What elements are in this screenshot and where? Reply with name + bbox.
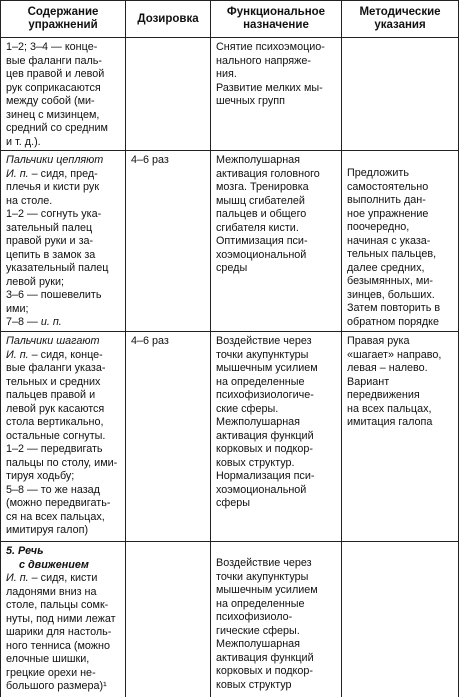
exercise-description: 1–2; 3–4 — конце- вые фаланги паль- цев правой и левой рук соприкасаются между собой (ми- зинец с мизинцем, средний со средним и т. д.). — [6, 41, 108, 148]
header-notes — [342, 0, 459, 38]
start-position-label: И. п. — [6, 348, 29, 361]
start-position-label: И. п. — [6, 167, 29, 180]
function-text: Воздействие через точки акупунктуры мышечным усилием на определенные психофизиологиче- ские сферы. Межполушарная активация функций корковых и подкор- ковых структур. Нормализация пси- хоэмоциональной сферы — [216, 335, 318, 509]
notes-text: Предложить самостоятельно выполнить дан- ное упражнение поочередно, начиная с указа- тельных пальцев, далее средних, безымянных, ми- зинцев, больших. Затем повторить в обратном порядке — [347, 167, 441, 328]
row-3-content-cell — [0, 332, 126, 542]
header-function — [211, 0, 342, 38]
header-notes-label: Методические указания — [359, 6, 441, 31]
notes-text: Правая рука «шагает» направо, левая – налево. Вариант передвижения на всех пальцах, имитация галопа — [347, 335, 442, 428]
section-title: 5. Речь — [6, 545, 44, 557]
row-3-function-cell — [211, 332, 342, 542]
row-1-notes-cell — [342, 38, 459, 151]
exercise-steps: – сидя, конце- вые фаланги указа- тельных и средних пальцев правой и левой рук касаются стола вертикально, остальные согнуты. 1–2 — передвигать пальцы по столу, ими- тируя ходьбу; 5–8 — то же назад (можно передвигать- ся на всех пальцах, имитируя галоп) — [6, 348, 118, 536]
row-1-dosage-cell — [126, 38, 211, 151]
header-content-label: Содержание упражнений — [27, 6, 99, 31]
row-2-function-cell — [211, 151, 342, 332]
header-function-label: Функциональное назначение — [226, 6, 326, 31]
row-3-notes-cell — [342, 332, 459, 542]
row-2-content-cell — [0, 151, 126, 332]
header-dosage — [126, 0, 211, 38]
row-4-dosage-cell — [126, 542, 211, 697]
row-3-dosage-cell — [126, 332, 211, 542]
exercise-description — [6, 349, 123, 538]
row-4-notes-cell — [342, 542, 459, 697]
dosage-text: 4–6 раз — [131, 154, 169, 166]
exercise-description — [6, 572, 123, 694]
row-1-function-cell — [211, 38, 342, 151]
row-4-content-cell — [0, 542, 126, 697]
section-title-continued: с движением — [19, 558, 89, 571]
exercise-description — [6, 168, 123, 330]
exercise-steps: – сидя, пред- плечья и кисти рук на столе. 1–2 — согнуть ука- зательный палец правой руки и за- цепить в замок за указательный палец левой руки; 3–6 — пошевелить ими; 7–8 — — [6, 167, 109, 328]
function-text: Межполушарная активация головного мозга. Тренировка мышц сгибателей пальцев и общего сгибателя кисти. Оптимизация пси- хоэмоциональной среды — [216, 154, 320, 274]
header-dosage-label: Дозировка — [137, 12, 199, 25]
function-text: Воздействие через точки акупунктуры мышечным усилием на определенные психофизиоло- гические сферы. Межполушарная активация функций корковых и подкор- ковых структур — [216, 557, 318, 691]
start-position-return-label: и. п. — [40, 316, 62, 328]
row-2-notes-cell — [342, 151, 459, 332]
start-position-label: И. п. — [6, 572, 29, 584]
exercise-title: Пальчики цепляют — [6, 154, 104, 166]
dosage-text: 4–6 раз — [131, 335, 169, 347]
exercise-title: Пальчики шагают — [6, 335, 100, 347]
row-2-dosage-cell — [126, 151, 211, 332]
exercise-steps: – сидя, кисти ладонями вниз на столе, пальцы сомк- нуты, под ними лежат шарики для настоль- ного тенниса (можно елочные шишки, грецкие орехи не- большого размера)¹ — [6, 572, 116, 692]
row-1-content-cell — [0, 38, 126, 151]
row-4-function-cell — [211, 542, 342, 697]
function-text: Снятие психоэмоцио- нального напряже- ния. Развитие мелких мы- шечных групп — [216, 41, 325, 107]
header-content — [0, 0, 126, 38]
